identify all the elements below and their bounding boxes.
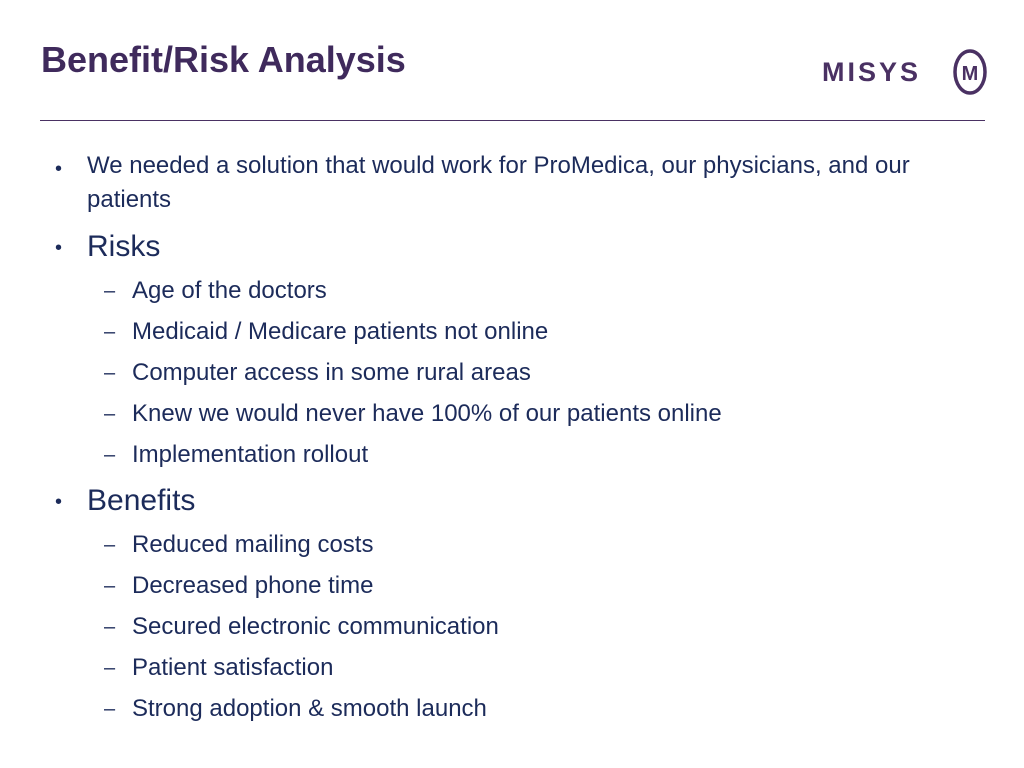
sub-bullet-dash: – xyxy=(104,698,116,720)
sub-bullet-dash: – xyxy=(104,321,116,343)
bullet-dot: • xyxy=(55,237,63,259)
logo-mark: M xyxy=(961,63,979,85)
risk-item: Medicaid / Medicare patients not online xyxy=(132,318,549,345)
sub-bullet-dash: – xyxy=(104,403,116,425)
risk-item: Knew we would never have 100% of our patients online xyxy=(132,400,722,427)
benefit-item: Secured electronic communication xyxy=(132,613,499,640)
logo-wordmark: MISYS xyxy=(822,57,922,87)
risk-item: Age of the doctors xyxy=(132,277,327,304)
benefit-item: Patient satisfaction xyxy=(132,654,334,681)
sub-bullet-dash: – xyxy=(104,575,116,597)
sub-bullet-dash: – xyxy=(104,616,116,638)
slide-title: Benefit/Risk Analysis xyxy=(41,39,406,80)
benefit-item: Reduced mailing costs xyxy=(132,531,374,558)
sub-bullet-dash: – xyxy=(104,444,116,466)
risk-item: Implementation rollout xyxy=(132,441,369,468)
sub-bullet-dash: – xyxy=(104,657,116,679)
bullet-dot: • xyxy=(55,491,63,513)
intro-bullet-text: We needed a solution that would work for ProMedica, our physicians, and our patients xyxy=(87,152,910,213)
risks-heading: Risks xyxy=(87,230,161,263)
sub-bullet-dash: – xyxy=(104,280,116,302)
benefit-item: Strong adoption & smooth launch xyxy=(132,695,487,722)
sub-bullet-dash: – xyxy=(104,534,116,556)
sub-bullet-dash: – xyxy=(104,362,116,384)
benefit-item: Decreased phone time xyxy=(132,572,374,599)
benefits-heading: Benefits xyxy=(87,484,196,517)
risk-item: Computer access in some rural areas xyxy=(132,359,531,386)
bullet-dot: • xyxy=(55,158,63,180)
